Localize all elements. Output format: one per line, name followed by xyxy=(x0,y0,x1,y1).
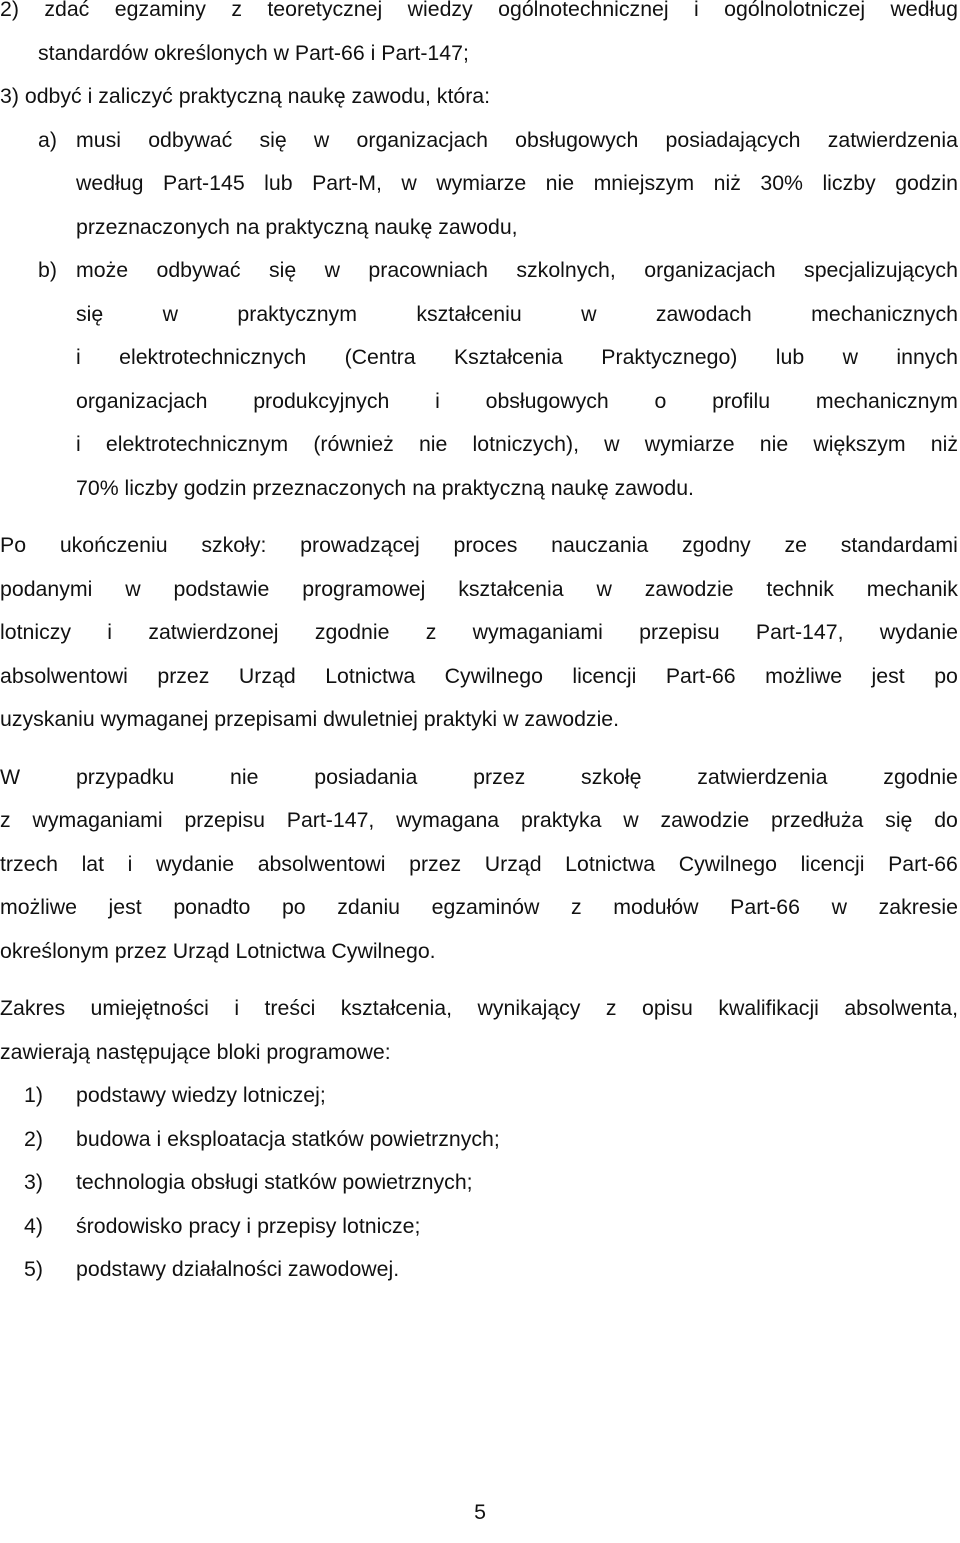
sub-item-a-text-2: według Part-145 lub Part-M, w wymiarze nie mniejszym niż 30% liczby godzin xyxy=(76,171,958,195)
page-number: 5 xyxy=(474,1500,486,1524)
sub-item-b-text-2: się w praktycznym kształceniu w zawodach mechanicznych xyxy=(76,301,958,326)
paragraph-1-line-2: podanymi w podstawie programowej kształcenia w zawodzie technik mechanik xyxy=(0,576,958,601)
sub-item-a-line-2 xyxy=(0,162,958,206)
block-number: 4) xyxy=(24,1213,43,1238)
block-number: 5) xyxy=(24,1257,43,1281)
paragraph-1-line-4: absolwentowi przez Urząd Lotnictwa Cywilnego licencji Part-66 możliwe jest po xyxy=(0,663,958,688)
paragraph-2-line-3: trzech lat i wydanie absolwentowi przez Urząd Lotnictwa Cywilnego licencji Part-66 xyxy=(0,851,958,876)
sub-item-b-text-1: może odbywać się w pracowniach szkolnych, organizacjach specjalizujących xyxy=(76,258,958,282)
sub-item-b-line-2 xyxy=(0,293,958,337)
paragraph-3-line-2: zawierają następujące bloki programowe: xyxy=(0,1039,391,1064)
block-item xyxy=(0,1205,958,1249)
block-text: środowisko pracy i przepisy lotnicze; xyxy=(76,1213,421,1238)
sub-item-a-marker: a) xyxy=(38,127,57,152)
sub-item-b-line-6 xyxy=(0,467,958,511)
sub-item-a-line-1 xyxy=(0,119,958,163)
sub-item-a-text-1: musi odbywać się w organizacjach obsługowych posiadających zatwierdzenia xyxy=(76,127,958,152)
sub-item-b-text-6: 70% liczby godzin przeznaczonych na praktyczną naukę zawodu. xyxy=(76,475,694,500)
paragraph-2-line-4: możliwe jest ponadto po zdaniu egzaminów z modułów Part-66 w zakresie xyxy=(0,895,958,919)
paragraph-2-line-1: W przypadku nie posiadania przez szkołę zatwierdzenia zgodnie xyxy=(0,764,958,789)
paragraph-2-line-5: określonym przez Urząd Lotnictwa Cywilnego. xyxy=(0,938,436,963)
sub-item-b-line-4 xyxy=(0,380,958,424)
sub-item-a-line-3 xyxy=(0,206,958,250)
paragraph-3-line-1: Zakres umiejętności i treści kształcenia, wynikający z opisu kwalifikacji absolwenta, xyxy=(0,996,958,1020)
intro-item-3: 3) odbyć i zaliczyć praktyczną naukę zawodu, która: xyxy=(0,84,491,108)
sub-item-b-marker: b) xyxy=(38,258,57,282)
intro-item-2-line-2: standardów określonych w Part-66 i Part-147; xyxy=(38,40,469,65)
sub-item-b-line-1 xyxy=(0,249,958,293)
intro-item-2-line-1: 2) zdać egzaminy z teoretycznej wiedzy ogólnotechnicznej i ogólnolotniczej według xyxy=(0,0,958,21)
sub-item-b-text-5: i elektrotechnicznym (również nie lotniczych), w wymiarze nie większym niż xyxy=(76,432,958,456)
block-text: budowa i eksploatacja statków powietrznych; xyxy=(76,1126,500,1151)
block-number: 1) xyxy=(24,1083,43,1107)
paragraph-2-line-2: z wymaganiami przepisu Part-147, wymagana praktyka w zawodzie przedłuża się do xyxy=(0,808,958,832)
paragraph-1-line-3: lotniczy i zatwierdzonej zgodnie z wymaganiami przepisu Part-147, wydanie xyxy=(0,620,958,644)
sub-item-b-line-5 xyxy=(0,423,958,467)
block-number: 2) xyxy=(24,1126,43,1151)
block-text: podstawy wiedzy lotniczej; xyxy=(76,1083,326,1107)
sub-item-b-text-4: organizacjach produkcyjnych i obsługowych o profilu mechanicznym xyxy=(76,388,958,413)
block-item xyxy=(0,1118,958,1162)
block-text: technologia obsługi statków powietrznych; xyxy=(76,1170,473,1194)
block-item xyxy=(0,1248,958,1292)
sub-item-a-text-3: przeznaczonych na praktyczną naukę zawodu, xyxy=(76,214,518,239)
sub-item-b-line-3 xyxy=(0,336,958,380)
paragraph-1-line-1: Po ukończeniu szkoły: prowadzącej proces nauczania zgodny ze standardami xyxy=(0,533,958,557)
block-item xyxy=(0,1074,958,1118)
block-text: podstawy działalności zawodowej. xyxy=(76,1257,400,1281)
block-item xyxy=(0,1161,958,1205)
sub-item-b-text-3: i elektrotechnicznych (Centra Kształcenia Praktycznego) lub w innych xyxy=(76,345,958,369)
paragraph-1-line-5: uzyskaniu wymaganej przepisami dwuletniej praktyki w zawodzie. xyxy=(0,707,620,731)
block-number: 3) xyxy=(24,1170,43,1194)
